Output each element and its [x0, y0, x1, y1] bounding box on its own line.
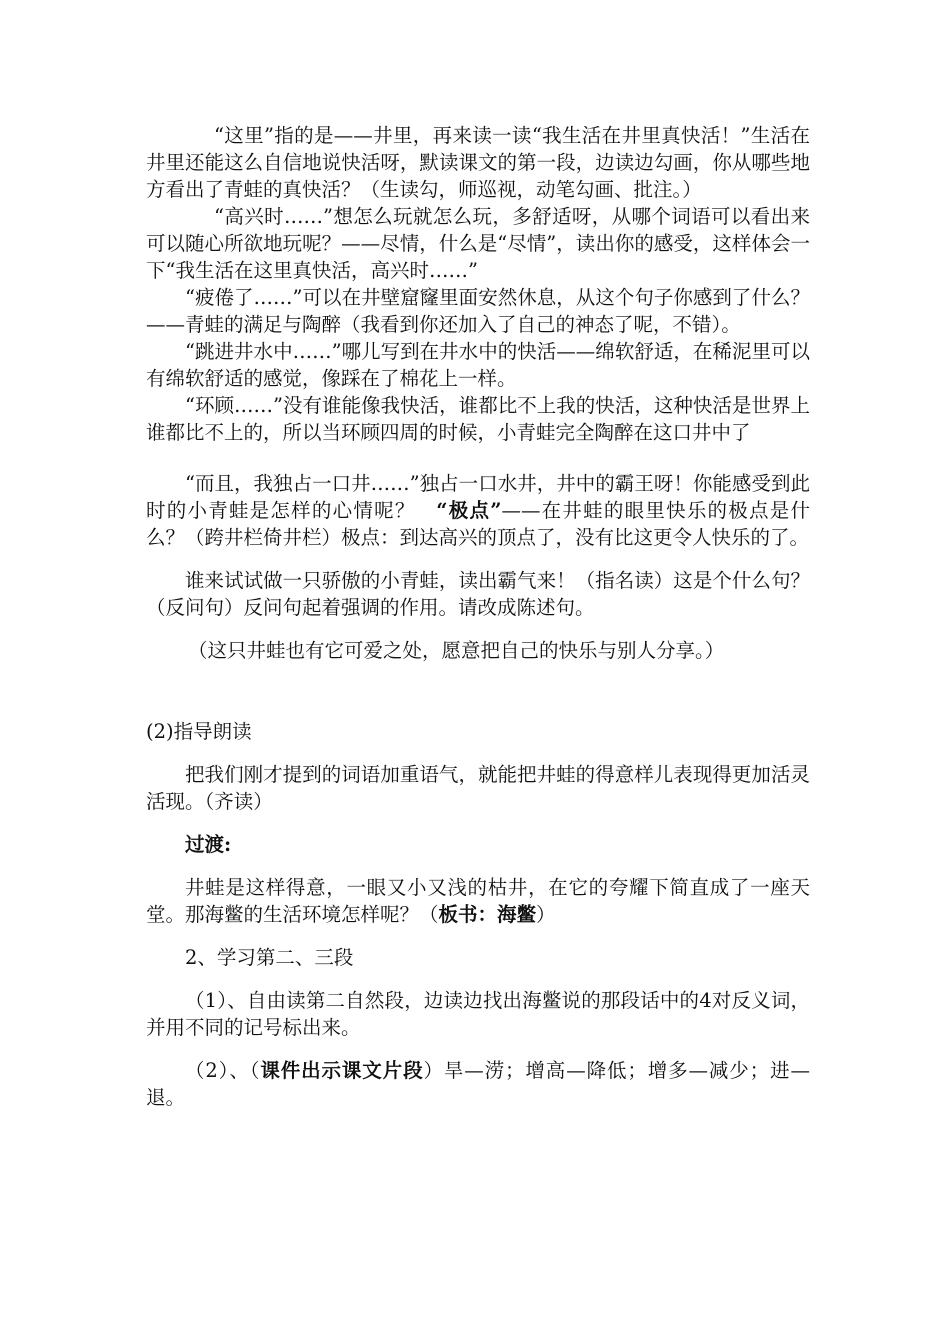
courseware-prefix: （2）、（ — [185, 1059, 261, 1082]
paragraph-when-happy: “高兴时……”想怎么玩就怎么玩，多舒适呀，从哪个词语可以看出来可以随心所欲地玩呢？——尽情，什么是“尽情”，读出你的感受，这样体会一下“我生活在这里真快活，高兴时……” — [146, 205, 810, 282]
section-heading-guided-reading: (2)指导朗读 — [146, 720, 252, 743]
document-page — [146, 122, 810, 1111]
paragraph-proud-frog-reading: 谁来试试做一只骄傲的小青蛙，读出霸气来！（指名读）这是个什么句？（反问句）反问句起着强调的作用。请改成陈述句。 — [146, 569, 810, 619]
paragraph-look-around: “环顾……”没有谁能像我快活，谁都比不上我的快活，这种快活是世界上谁都比不上的，所以当环顾四周的时候，小青蛙完全陶醉在这口井中了 — [146, 394, 810, 444]
board-note-sea-turtle: 板书：海鳖 — [438, 903, 537, 926]
extreme-keyword: “极点” — [436, 499, 502, 522]
paragraph-transition-text — [146, 874, 810, 928]
transition-close: ） — [536, 903, 556, 926]
paragraph-emphasize-words: 把我们刚才提到的词语加重语气，就能把井蛙的得意样儿表现得更加活灵活现。（齐读） — [146, 763, 810, 813]
antonym-list: ）旱—涝；增高—降低；增多—减少；进—退。 — [146, 1059, 810, 1109]
paragraph-jump-into-water: “跳进井水中……”哪儿写到在井水中的快活——绵软舒适，在稀泥里可以有绵软舒适的感觉，像踩在了棉花上一样。 — [146, 340, 810, 390]
transition-text: 井蛙是这样得意，一眼又小又浅的枯井，在它的夸耀下简直成了一座天堂。那海鳖的生活环境怎样呢？（ — [146, 876, 810, 926]
extreme-explanation: ——在井蛙的眼里快乐的极点是什么？（跨井栏倚井栏）极点：到达高兴的顶点了，没有比这更令人快乐的了。 — [146, 499, 810, 549]
courseware-label: 课件出示课文片段 — [260, 1059, 424, 1082]
paragraph-frog-lovable: （这只井蛙也有它可爱之处，愿意把自己的快乐与别人分享。） — [188, 639, 725, 662]
heading-transition: 过渡: — [185, 833, 232, 856]
paragraph-own-well — [146, 470, 810, 551]
own-well-text: “而且，我独占一口井……”独占一口水井，井中的霸王呀！你能感受到此时的小青蛙是怎样的心情呢？ — [146, 472, 810, 522]
paragraph-here-means-well: “这里”指的是——井里，再来读一读“我生活在井里真快活！”生活在井里还能这么自信地说快活呀，默读课文的第一段，边读边勾画，你从哪些地方看出了青蛙的真快活？（生读勾，师巡视，动笔勾画、批注。） — [146, 124, 810, 201]
heading-learn-sections-2-3: 2、学习第二、三段 — [185, 946, 354, 969]
paragraph-courseware-antonyms — [146, 1057, 810, 1111]
paragraph-antonym-task: （1）、自由读第二自然段，边读边找出海鳖说的那段话中的4对反义词，并用不同的记号标出来。 — [146, 989, 810, 1039]
paragraph-when-tired: “疲倦了……”可以在井壁窟窿里面安然休息，从这个句子你感到了什么？——青蛙的满足与陶醉（我看到你还加入了自己的神态了呢，不错）。 — [146, 286, 810, 336]
